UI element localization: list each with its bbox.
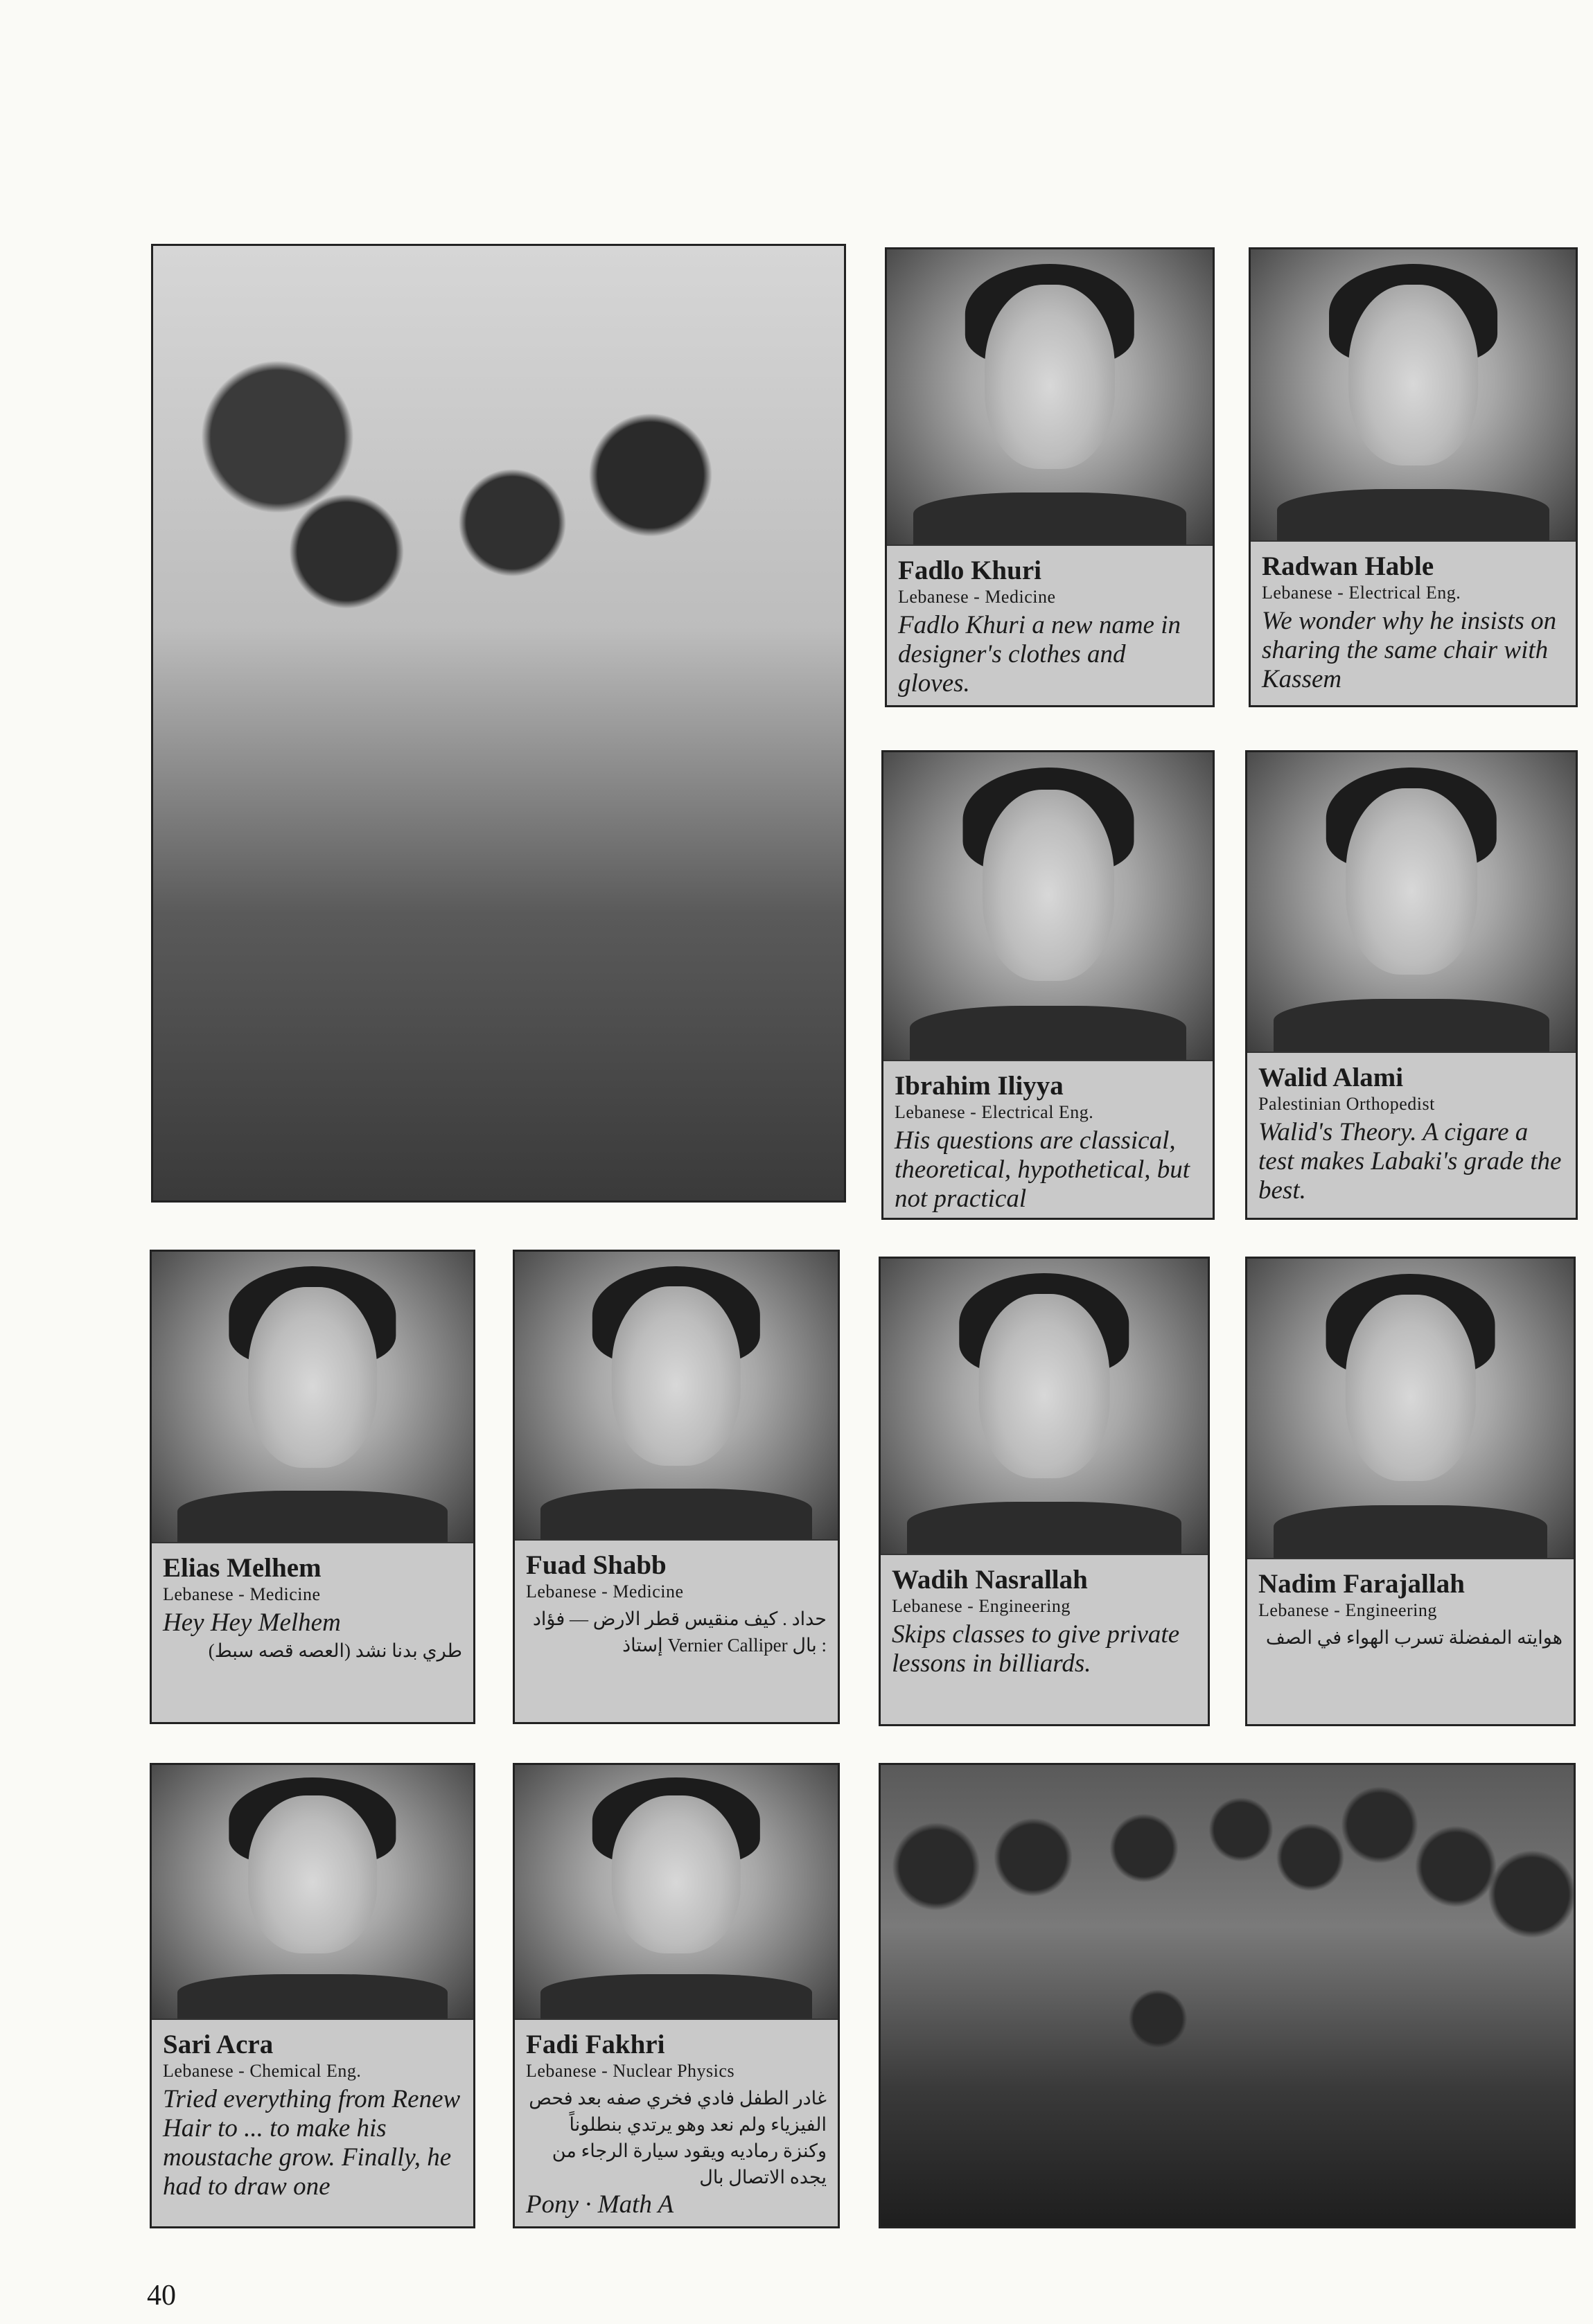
portrait-elias-melhem — [150, 1250, 475, 1724]
person-subtitle: Lebanese - Engineering — [892, 1596, 1071, 1616]
portrait-photo — [152, 1252, 473, 1543]
portrait-fadlo-khuri — [885, 247, 1215, 707]
person-arabic-note: طري بدنا نشد (العصه قصه سبط) — [208, 1640, 462, 1661]
person-arabic-note: غادر الطفل فادي فخري صفه بعد فحص الفيزياء ولم نعد وهو يرتدي بنطلوناً وكنزة رماديه ويقود سيارة الرجاء من يجده الاتصال بال — [529, 2088, 827, 2188]
page-number: 40 — [147, 2280, 176, 2312]
portrait-photo — [1251, 249, 1576, 542]
person-name: Fadi Fakhri — [526, 2030, 665, 2059]
person-name: Radwan Hable — [1262, 551, 1434, 581]
portrait-caption — [152, 2019, 473, 2226]
person-name: Elias Melhem — [163, 1553, 322, 1583]
portrait-caption — [515, 1539, 838, 1722]
person-name: Walid Alami — [1258, 1063, 1404, 1092]
portrait-nadim-farajallah — [1245, 1257, 1576, 1726]
person-quote: We wonder why he insists on sharing the same chair with Kassem — [1262, 607, 1557, 693]
group-photo-top-image — [153, 246, 844, 1200]
portrait-caption — [881, 1554, 1208, 1724]
portrait-fuad-shabb — [513, 1250, 840, 1724]
portrait-photo — [515, 1252, 838, 1541]
person-name: Fuad Shabb — [526, 1550, 667, 1580]
group-photo-top — [151, 244, 846, 1203]
person-subtitle: Lebanese - Chemical Eng. — [163, 2061, 362, 2081]
group-photo-bottom — [879, 1763, 1576, 2228]
person-subtitle: Lebanese - Medicine — [163, 1584, 321, 1604]
person-quote: Pony · Math A — [526, 2190, 674, 2219]
person-quote: Hey Hey Melhem — [163, 1608, 341, 1637]
portrait-photo — [883, 752, 1213, 1061]
person-quote: Walid's Theory. A cigare a test makes Labaki's grade the best. — [1258, 1118, 1562, 1205]
portrait-caption — [887, 544, 1213, 705]
portrait-photo — [881, 1259, 1208, 1555]
person-name: Wadih Nasrallah — [892, 1565, 1088, 1595]
portrait-caption — [1247, 1052, 1576, 1218]
portrait-wadih-nasrallah — [879, 1257, 1210, 1726]
person-name: Nadim Farajallah — [1258, 1569, 1465, 1599]
person-arabic-note: حداد . كيف منقيس قطر الارض — فؤاد : بال Vernier Calliper إستاذ — [532, 1608, 827, 1656]
person-arabic-note: هوايته المفضلة تسرب الهواء في الصف — [1265, 1627, 1563, 1648]
portrait-caption — [152, 1542, 473, 1722]
person-name: Ibrahim Iliyya — [895, 1071, 1064, 1101]
person-quote: Skips classes to give private lessons in billiards. — [892, 1620, 1180, 1678]
group-photo-bottom-image — [881, 1765, 1574, 2226]
portrait-fadi-fakhri — [513, 1763, 840, 2228]
portrait-photo — [152, 1765, 473, 2020]
portrait-ibrahim-iliyya — [881, 750, 1215, 1220]
person-subtitle: Lebanese - Medicine — [526, 1581, 684, 1602]
portrait-radwan-hable — [1249, 247, 1578, 707]
portrait-caption — [1251, 540, 1576, 705]
person-subtitle: Lebanese - Nuclear Physics — [526, 2061, 735, 2081]
person-subtitle: Lebanese - Electrical Eng. — [895, 1102, 1094, 1122]
portrait-photo — [1247, 752, 1576, 1053]
portrait-sari-acra — [150, 1763, 475, 2228]
person-name: Sari Acra — [163, 2030, 274, 2059]
portrait-photo — [515, 1765, 838, 2020]
portrait-caption — [883, 1060, 1213, 1218]
person-quote: Fadlo Khuri a new name in designer's clothes and gloves. — [898, 611, 1181, 698]
portrait-caption — [515, 2019, 838, 2226]
portrait-walid-alami — [1245, 750, 1578, 1220]
portrait-photo — [1247, 1259, 1574, 1559]
person-subtitle: Palestinian Orthopedist — [1258, 1094, 1435, 1114]
portrait-photo — [887, 249, 1213, 546]
person-quote: His questions are classical, theoretical, hypothetical, but not practical — [895, 1126, 1190, 1213]
person-subtitle: Lebanese - Engineering — [1258, 1600, 1437, 1620]
portrait-caption — [1247, 1558, 1574, 1724]
person-subtitle: Lebanese - Electrical Eng. — [1262, 583, 1461, 603]
person-subtitle: Lebanese - Medicine — [898, 587, 1056, 607]
person-quote: Tried everything from Renew Hair to ... to make his moustache grow. Finally, he had to draw one — [163, 2085, 461, 2201]
person-name: Fadlo Khuri — [898, 556, 1041, 585]
